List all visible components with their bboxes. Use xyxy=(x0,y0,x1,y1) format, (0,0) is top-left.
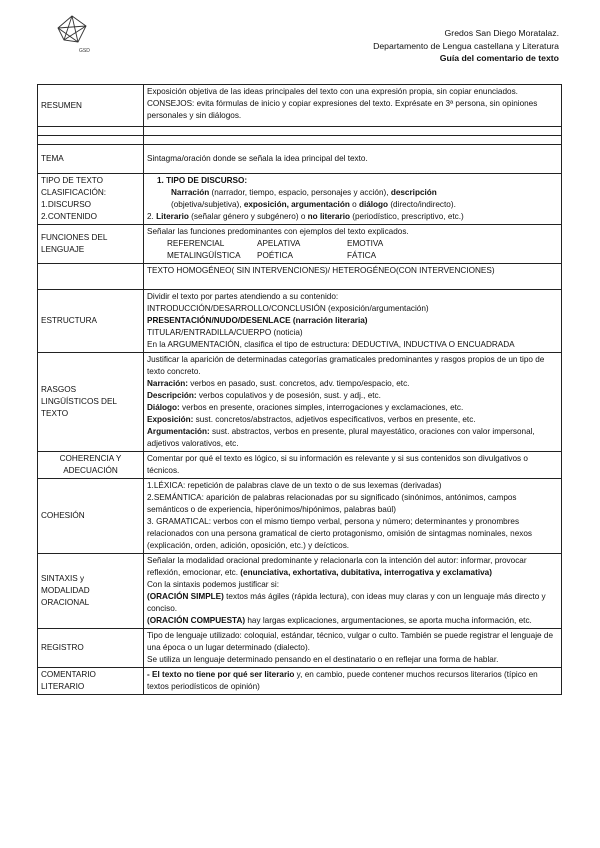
row-sintaxis xyxy=(38,554,562,629)
content-registro: Tipo de lenguaje utilizado: coloquial, estándar, técnico, vulgar o culto. También se puede registrar el lenguaje de una época o un lugar determinado (dialecto). Se utiliza un lenguaje determinado pensando en el destinatario o en reflejar una forma de hablar. xyxy=(144,629,562,668)
row-estructura xyxy=(38,290,562,353)
content-cohesion: 1.LÉXICA: repetición de palabras clave de un texto o de sus lexemas (derivadas) 2.SEMÁNTICA: aparición de palabras relacionadas por su significado (sinónimos, antónimos, campos semánticos o de experiencia, hiperónimos/hipónimos, palabras baúl) 3. GRAMATICAL: verbos con el mismo tiempo verbal, persona y número; determinantes y pronombres relacionados con una persona gramatical de cierto protagonismo, omisión de sintagmas nominales, nexos (explicación, orden, adición, oposición, etc.) y deícticos. xyxy=(144,479,562,554)
label-rasgos: RASGOS LINGÜÍSTICOS DEL TEXTO xyxy=(38,353,144,452)
spacer-row xyxy=(38,127,562,136)
row-coherencia xyxy=(38,452,562,479)
content-rasgos: Justificar la aparición de determinadas categorías gramaticales predominantes y rasgos propios de un tipo de texto concreto. Narración: verbos en pasado, sust. concretos, adv. tiempo/espacio, etc. Descripción: verbos copulativos y de posesión, sust. y adj., etc. Diálogo: verbos en presente, oraciones simples, interrogaciones y exclamaciones, etc. Exposición: sust. concretos/abstractos, adjetivos especificativos, verbos en presente, etc. Argumentación: sust. abstractos, verbos en presente, plural mayestático, oraciones con valor impersonal, adjetivos valorativos, etc. xyxy=(144,353,562,452)
school-logo xyxy=(52,12,100,56)
guide-title: Guía del comentario de texto xyxy=(439,53,559,63)
row-resumen xyxy=(38,85,562,127)
department-name: Departamento de Lengua castellana y Literatura xyxy=(373,40,559,51)
school-name: Gredos San Diego Moratalaz. xyxy=(444,28,559,38)
row-tipo xyxy=(38,174,562,225)
logo-text: GSD xyxy=(79,48,90,54)
content-coherencia: Comentar por qué el texto es lógico, si su información es relevante y si sus contenidos son divulgativos o técnicos. xyxy=(144,452,562,479)
label-registro: REGISTRO xyxy=(38,629,144,668)
row-funciones xyxy=(38,225,562,264)
label-estructura: ESTRUCTURA xyxy=(38,290,144,353)
content-sintaxis: Señalar la modalidad oracional predominante y relacionarla con la intención del autor: informar, provocar reflexión, emocionar, etc. (enunciativa, exhortativa, dubitativa, interrogativa y exclamativa) Con la sintaxis podemos justificar si: (ORACIÓN SIMPLE) textos más ágiles (rápida lectura), con ideas muy claras y con un lenguaje más directo y conciso. (ORACIÓN COMPUESTA) hay largas explicaciones, argumentaciones, se aporta mucha información, etc. xyxy=(144,554,562,629)
row-comentario xyxy=(38,668,562,695)
content-estructura: Dividir el texto por partes atendiendo a su contenido: INTRODUCCIÓN/DESARROLLO/CONCLUSIÓN (exposición/argumentación) PRESENTACIÓN/NUDO/DESENLACE (narración literaria) TITULAR/ENTRADILLA/CUERPO (noticia) En la ARGUMENTACIÓN, clasifica el tipo de estructura: DEDUCTIVA, INDUCTIVA O ENCUADRADA xyxy=(144,290,562,353)
label-comentario: COMENTARIO LITERARIO xyxy=(38,668,144,695)
row-cohesion xyxy=(38,479,562,554)
page-header xyxy=(373,27,559,65)
spacer-row xyxy=(38,136,562,145)
label-sintaxis: SINTAXIS y MODALIDAD ORACIONAL xyxy=(38,554,144,629)
label-coherencia: COHERENCIA Y ADECUACIÓN xyxy=(38,452,144,479)
content-funciones: Señalar las funciones predominantes con ejemplos del texto explicados. REFERENCIAL APELATIVA EMOTIVA METALINGÜÍSTICA POÉTICA FÁTICA xyxy=(144,225,562,264)
label-tema: TEMA xyxy=(38,145,144,174)
content-tema: Sintagma/oración donde se señala la idea principal del texto. xyxy=(144,145,562,174)
content-tipo: 1. TIPO DE DISCURSO: Narración (narrador, tiempo, espacio, personajes y acción), descripción (objetiva/subjetiva), exposición, argumentación o diálogo (directo/indirecto). 2. Literario (señalar género y subgénero) o no literario (periodístico, prescriptivo, etc.) xyxy=(144,174,562,225)
label-cohesion: COHESIÓN xyxy=(38,479,144,554)
row-rasgos xyxy=(38,353,562,452)
row-tema xyxy=(38,145,562,174)
row-registro xyxy=(38,629,562,668)
content-comentario: - El texto no tiene por qué ser literario y, en cambio, puede contener muchos recursos literarios (típico en textos periodísticos de opinión) xyxy=(144,668,562,695)
content-homogeneo: TEXTO HOMOGÉNEO( SIN INTERVENCIONES)/ HETEROGÉNEO(CON INTERVENCIONES) xyxy=(144,264,562,290)
label-tipo: TIPO DE TEXTO CLASIFICACIÓN: 1.DISCURSO 2.CONTENIDO xyxy=(38,174,144,225)
label-funciones: FUNCIONES DEL LENGUAJE xyxy=(38,225,144,264)
content-resumen: Exposición objetiva de las ideas principales del texto con una expresión propia, sin copiar enunciados. CONSEJOS: evita fórmulas de inicio y copiar expresiones del texto. Exprésate en 3ª persona, sin opiniones personales y sin diálogos. xyxy=(144,85,562,127)
label-resumen: RESUMEN xyxy=(38,85,144,127)
row-homogeneo xyxy=(38,264,562,290)
comment-guide-table xyxy=(37,84,562,695)
